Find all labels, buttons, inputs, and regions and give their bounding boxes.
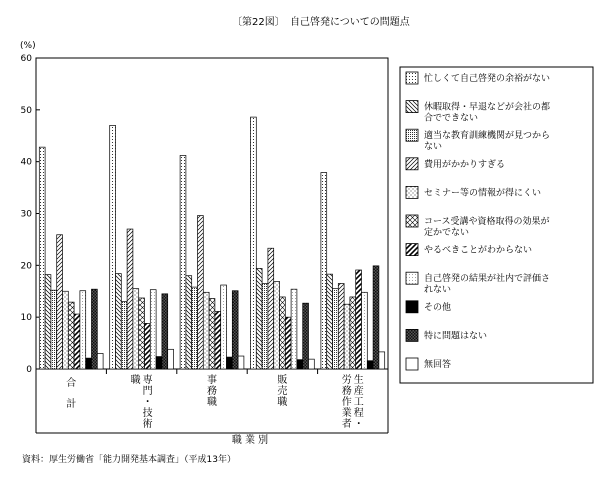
bar-4-5 bbox=[350, 297, 356, 369]
category-label bbox=[131, 373, 153, 430]
bar-0-6 bbox=[74, 314, 80, 369]
legend-swatch bbox=[406, 329, 418, 341]
bar-3-4 bbox=[274, 281, 280, 369]
bar-4-0 bbox=[321, 173, 327, 369]
bar-4-10 bbox=[379, 352, 385, 369]
category-label-char: ・ bbox=[353, 419, 364, 430]
bar-1-2 bbox=[121, 302, 127, 369]
legend-label: 定かでない bbox=[424, 228, 470, 238]
bar-0-3 bbox=[57, 235, 63, 369]
bar-2-8 bbox=[227, 357, 233, 369]
legend-swatch bbox=[406, 301, 418, 313]
bar-0-8 bbox=[86, 358, 92, 369]
legend-label: セミナー等の情報が得にくい bbox=[424, 188, 542, 199]
legend-swatch bbox=[406, 244, 418, 256]
legend-swatch bbox=[406, 101, 418, 113]
bar-4-8 bbox=[367, 361, 373, 369]
legend-item bbox=[406, 244, 532, 256]
category-label-char: 販 bbox=[277, 375, 288, 386]
category-label-char: 務 bbox=[207, 386, 217, 397]
category-label-char: 作 bbox=[341, 397, 352, 408]
legend-label: 休暇取得・早退などが会社の都 bbox=[424, 102, 551, 113]
legend-swatch bbox=[406, 272, 418, 284]
bar-1-10 bbox=[168, 349, 174, 369]
bar-2-0 bbox=[180, 155, 186, 369]
legend-label: 忙しくて自己啓発の余裕がない bbox=[424, 74, 551, 84]
legend-label: れない bbox=[424, 285, 452, 296]
bar-0-1 bbox=[45, 275, 51, 369]
bar-3-1 bbox=[256, 268, 262, 369]
legend-swatch bbox=[406, 158, 418, 170]
category-label-char: 程 bbox=[353, 408, 364, 419]
category-label bbox=[277, 374, 287, 408]
bar-4-1 bbox=[327, 274, 333, 369]
category-label-char: ・ bbox=[142, 397, 153, 408]
bar-3-8 bbox=[297, 360, 303, 369]
bar-1-0 bbox=[110, 125, 116, 369]
y-tick-label: 60 bbox=[20, 54, 32, 64]
bar-1-5 bbox=[139, 298, 145, 369]
bar-1-3 bbox=[127, 229, 133, 369]
bar-1-1 bbox=[116, 274, 122, 369]
category-label-char: 職 bbox=[130, 375, 141, 386]
x-axis-categories bbox=[66, 373, 364, 430]
y-axis bbox=[21, 54, 40, 375]
legend-swatch bbox=[406, 358, 418, 370]
category-label-char: 専 bbox=[142, 375, 153, 386]
legend-label: その他 bbox=[424, 302, 452, 313]
category-label-char: 事 bbox=[207, 375, 217, 386]
category-label-char: 術 bbox=[142, 419, 153, 430]
bar-1-6 bbox=[145, 323, 151, 369]
legend-item bbox=[406, 129, 550, 152]
category-label-char: 労 bbox=[341, 375, 352, 386]
category-label bbox=[342, 373, 364, 430]
category-label-char: 職 bbox=[277, 397, 288, 408]
legend bbox=[406, 72, 550, 370]
category-label-char: 業 bbox=[341, 408, 352, 419]
category-label-char: 門 bbox=[142, 386, 153, 397]
category-label-char: 者 bbox=[341, 419, 352, 430]
y-axis-unit: (%) bbox=[20, 41, 36, 51]
bar-4-7 bbox=[362, 292, 368, 369]
chart-title: 自己啓発についての問題点 bbox=[290, 17, 410, 28]
legend-label: やるべきことがわからない bbox=[424, 245, 533, 256]
bar-4-3 bbox=[338, 283, 344, 369]
legend-label: 無回答 bbox=[424, 360, 452, 370]
bar-0-5 bbox=[68, 302, 74, 369]
bar-2-9 bbox=[232, 291, 238, 369]
bar-3-6 bbox=[285, 317, 291, 369]
bar-1-4 bbox=[133, 289, 139, 369]
category-label-char: 生 bbox=[353, 375, 364, 386]
bar-3-5 bbox=[280, 297, 286, 369]
legend-item bbox=[406, 272, 550, 295]
legend-item bbox=[406, 329, 487, 341]
y-tick-label: 30 bbox=[20, 209, 32, 220]
bar-2-1 bbox=[186, 276, 192, 369]
legend-item bbox=[406, 101, 550, 124]
bar-0-7 bbox=[80, 291, 86, 369]
bar-4-9 bbox=[373, 266, 379, 369]
legend-item bbox=[406, 358, 451, 370]
y-tick-label: 20 bbox=[20, 261, 32, 272]
legend-label: 合でできない bbox=[424, 113, 479, 124]
category-label-char: 工 bbox=[353, 397, 364, 408]
bar-0-2 bbox=[51, 290, 57, 369]
bar-4-4 bbox=[344, 304, 350, 369]
legend-item bbox=[406, 215, 550, 238]
bar-2-3 bbox=[198, 216, 204, 369]
category-label-char: 務 bbox=[341, 386, 352, 397]
legend-label: 適当な教育訓練機関が見つから bbox=[424, 131, 551, 142]
bar-3-2 bbox=[262, 283, 268, 369]
bar-1-9 bbox=[162, 294, 168, 369]
bar-2-10 bbox=[238, 356, 244, 369]
bar-3-0 bbox=[251, 117, 257, 369]
category-label-char: 計 bbox=[66, 399, 77, 410]
legend-swatch bbox=[406, 72, 418, 84]
category-label-char: 合 bbox=[66, 378, 77, 389]
bar-3-3 bbox=[268, 248, 274, 369]
bar-series-group bbox=[39, 117, 384, 374]
legend-item bbox=[406, 72, 550, 84]
legend-label: ない bbox=[424, 142, 443, 153]
figure-label: 〔第22図〕 bbox=[232, 17, 285, 28]
category-label-char: 産 bbox=[353, 386, 364, 397]
category-label bbox=[66, 376, 76, 410]
legend-swatch bbox=[406, 215, 418, 227]
y-tick-label: 0 bbox=[26, 365, 32, 375]
category-label-char: 職 bbox=[207, 397, 217, 408]
bar-0-0 bbox=[39, 147, 45, 369]
legend-label: 特に問題はない bbox=[424, 331, 488, 342]
bar-4-2 bbox=[333, 289, 339, 369]
category-label-char: 売 bbox=[277, 386, 288, 397]
bar-2-4 bbox=[203, 292, 209, 369]
legend-item bbox=[406, 158, 505, 170]
legend-label: 費用がかかりすぎる bbox=[424, 159, 506, 170]
bar-0-4 bbox=[63, 291, 69, 369]
bar-3-10 bbox=[309, 359, 315, 369]
category-label-char: 技 bbox=[142, 408, 153, 419]
y-tick-label: 40 bbox=[20, 157, 32, 168]
bar-1-7 bbox=[150, 290, 156, 369]
source-note: 資料：厚生労働省「能力開発基本調査」（平成13年） bbox=[22, 455, 236, 465]
legend-label: 自己啓発の結果が社内で評価さ bbox=[424, 274, 551, 285]
bar-0-10 bbox=[97, 353, 103, 369]
bar-4-6 bbox=[356, 270, 362, 369]
bar-3-7 bbox=[291, 289, 297, 369]
bar-2-6 bbox=[215, 311, 221, 369]
bar-2-2 bbox=[192, 287, 198, 369]
bar-2-7 bbox=[221, 285, 227, 369]
y-tick-label: 50 bbox=[20, 105, 32, 116]
bar-0-9 bbox=[92, 289, 98, 369]
y-tick-label: 10 bbox=[20, 313, 32, 324]
bar-1-8 bbox=[156, 357, 162, 369]
legend-item bbox=[406, 301, 451, 313]
category-label bbox=[207, 373, 217, 408]
legend-label: コース受講や資格取得の効果が bbox=[424, 217, 550, 227]
legend-item bbox=[406, 186, 541, 198]
legend-swatch bbox=[406, 129, 418, 141]
bar-2-5 bbox=[209, 299, 215, 369]
x-axis-label: 職 業 別 bbox=[231, 435, 269, 446]
legend-swatch bbox=[406, 186, 418, 198]
bar-3-9 bbox=[303, 303, 309, 369]
